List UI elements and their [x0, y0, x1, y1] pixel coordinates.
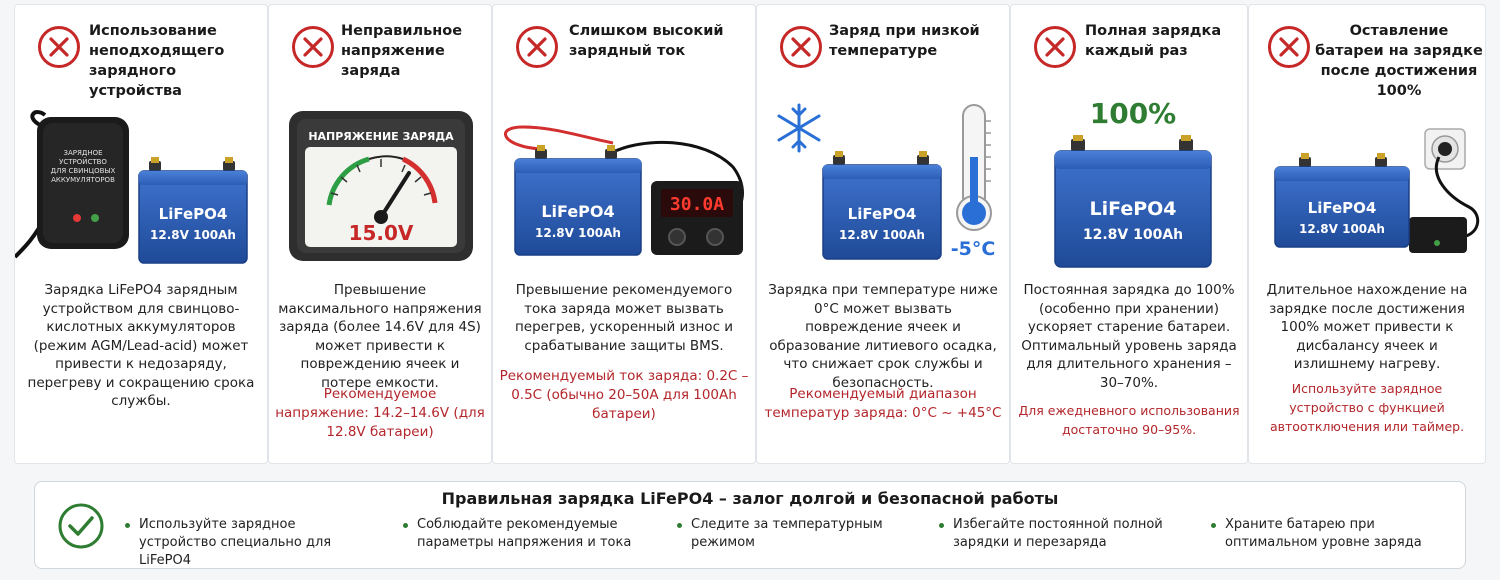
card-description: Зарядка LiFePO4 зарядным устройством для свинцово-кислотных аккумуляторов (режим AGM/Lead-acid) может привести к недозаряду, перегреву и сокращению срока службы.	[27, 282, 255, 409]
check-circle-icon	[57, 502, 105, 550]
charger-and-battery-illustration	[15, 97, 269, 273]
current-meter-illustration	[493, 97, 757, 273]
card-description: Зарядка при температуре ниже 0°C может вызвать повреждение ячеек и образование литиевого осадка, что снижает срок службы и безопасность.	[768, 282, 998, 391]
cold-battery-illustration	[757, 97, 1011, 273]
battery-spec: 12.8V 100Ah	[839, 228, 925, 242]
card-recommendation: Рекомендуемый диапазон температур заряда: 0°C ~ +45°C	[764, 386, 1002, 421]
tip-item: Избегайте постоянной полной зарядки и перезаряда	[939, 516, 1169, 552]
battery-spec: 12.8V 100Ah	[1082, 227, 1184, 243]
charger-label-line2: УСТРОЙСТВО	[59, 158, 107, 166]
error-x-icon	[1033, 25, 1077, 69]
battery-spec: 12.8V 100Ah	[1299, 222, 1385, 236]
temperature-value: -5°C	[950, 238, 996, 260]
card-title: Заряд при низкой температуре	[829, 23, 980, 59]
correct-charging-panel	[34, 481, 1466, 569]
plugged-battery-illustration	[1249, 97, 1487, 273]
error-x-icon	[291, 25, 335, 69]
tip-item: Используйте зарядное устройство специально для LiFePO4	[125, 516, 365, 570]
battery-brand: LiFePO4	[1307, 199, 1377, 217]
card-left-charging	[1248, 4, 1486, 464]
battery-spec: 12.8V 100Ah	[535, 226, 621, 240]
card-description: Превышение максимального напряжения заряда (более 14.6V для 4S) может привести к повреждению ячеек и потере емкости.	[278, 282, 482, 391]
thermometer-icon	[957, 105, 991, 230]
card-full-charge	[1010, 4, 1248, 464]
card-wrong-charger	[14, 4, 268, 464]
full-battery-illustration	[1011, 97, 1249, 273]
card-recommendation: Рекомендуемое напряжение: 14.2–14.6V (для 12.8V батареи)	[275, 386, 485, 440]
card-title: Неправильное напряжение заряда	[341, 23, 463, 79]
battery-brand: LiFePO4	[541, 202, 615, 221]
battery-spec: 12.8V 100Ah	[150, 228, 236, 242]
card-recommendation: Рекомендуемый ток заряда: 0.2C – 0.5C (обычно 20–50A для 100Ah батареи)	[499, 368, 749, 422]
card-description: Постоянная зарядка до 100% (особенно при хранении) ускоряет старение батареи. Оптимальный уровень заряда для длительного хранения – 30–70%.	[1021, 282, 1237, 391]
error-x-icon	[37, 25, 81, 69]
charger-label-line3: ДЛЯ СВИНЦОВЫХ	[50, 167, 116, 175]
panel-title: Правильная зарядка LiFePO4 – залог долгой и безопасной работы	[441, 489, 1059, 508]
error-x-icon	[515, 25, 559, 69]
card-title: Слишком высокий зарядный ток	[569, 23, 724, 59]
tip-item: Соблюдайте рекомендуемые параметры напряжения и тока	[403, 516, 633, 552]
card-wrong-voltage	[268, 4, 492, 464]
meter-display: 30.0A	[669, 194, 725, 215]
error-x-icon	[779, 25, 823, 69]
gauge-title: НАПРЯЖЕНИЕ ЗАРЯДА	[308, 130, 454, 143]
battery-brand: LiFePO4	[158, 205, 228, 223]
card-low-temperature	[756, 4, 1010, 464]
card-title: Использование неподходящего зарядного устройства	[89, 23, 225, 99]
card-high-current	[492, 4, 756, 464]
charger-label-line4: АККУМУЛЯТОРОВ	[51, 176, 115, 184]
battery-brand: LiFePO4	[847, 205, 917, 223]
card-description: Длительное нахождение на зарядке после достижения 100% может привести к дисбалансу ячеек и излишнему нагреву.	[1266, 282, 1468, 372]
percent-label: 100%	[1089, 97, 1177, 130]
charger-label-line1: ЗАРЯДНОЕ	[63, 149, 103, 157]
error-x-icon	[1267, 25, 1311, 69]
tip-item: Следите за температурным режимом	[677, 516, 887, 552]
voltage-gauge-illustration	[269, 97, 493, 273]
battery-brand: LiFePO4	[1089, 198, 1177, 220]
gauge-value: 15.0V	[348, 221, 414, 245]
card-recommendation: Используйте зарядное устройство с функцией автоотключения или таймер.	[1269, 381, 1465, 434]
card-title: Оставление батареи на зарядке после достижения 100%	[1315, 23, 1483, 99]
card-title: Полная зарядка каждый раз	[1085, 23, 1222, 59]
tip-item: Храните батарею при оптимальном уровне заряда	[1211, 516, 1451, 552]
card-description: Превышение рекомендуемого тока заряда может вызвать перегрев, ускоренный износ и срабатывание защиты BMS.	[514, 282, 734, 354]
snowflake-icon	[779, 105, 819, 151]
card-recommendation: Для ежедневного использования достаточно 90–95%.	[1018, 403, 1240, 437]
